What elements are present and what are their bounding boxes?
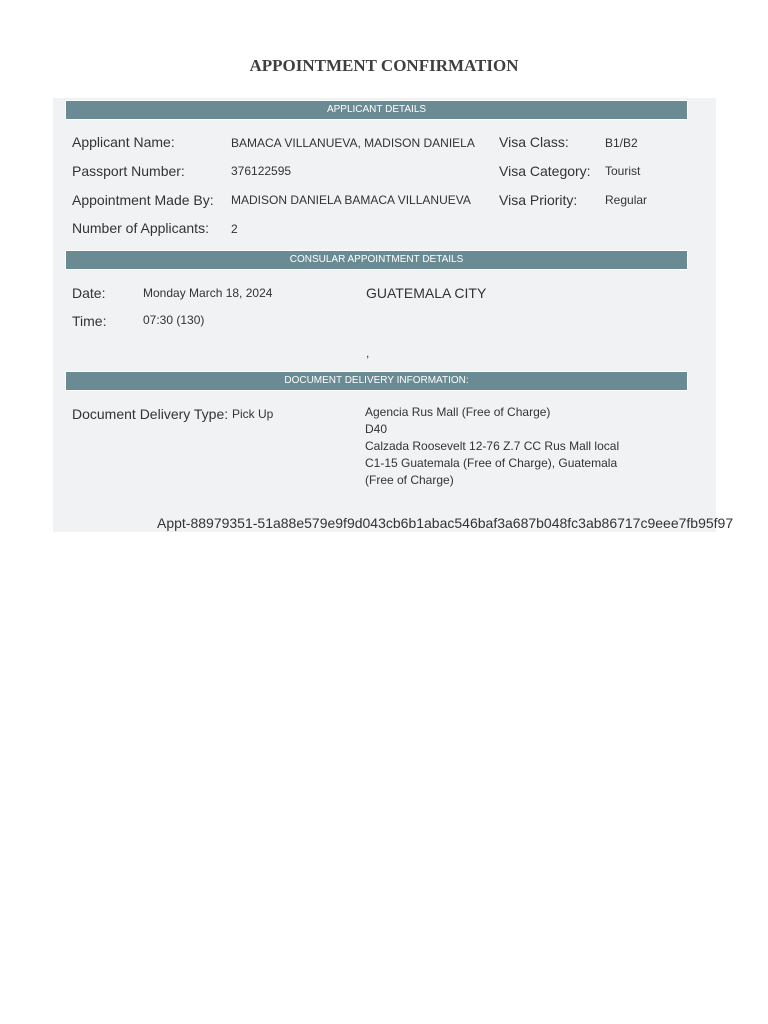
- page-title: APPOINTMENT CONFIRMATION: [249, 56, 519, 75]
- appointment-made-by-label: Appointment Made By:: [72, 192, 214, 208]
- visa-category-value: Tourist: [605, 164, 641, 178]
- appointment-reference: Appt-88979351-51a88e579e9f9d043cb6b1abac546baf3a687b048fc3ab86717c9eee7fb95f97: [157, 515, 734, 531]
- visa-class-value: B1/B2: [605, 136, 638, 150]
- delivery-address-line: Agencia Rus Mall (Free of Charge): [365, 405, 551, 419]
- number-of-applicants-label: Number of Applicants:: [72, 220, 209, 236]
- time-label: Time:: [72, 313, 107, 329]
- visa-category-label: Visa Category:: [499, 163, 591, 179]
- delivery-address-line: Calzada Roosevelt 12-76 Z.7 CC Rus Mall local C1-15 Guatemala (Free of Charge), Guatemala (Free of Charge): [365, 439, 620, 487]
- passport-number-label: Passport Number:: [72, 163, 185, 179]
- delivery-address-line: D40: [365, 422, 388, 436]
- appointment-made-by-value: MADISON DANIELA BAMACA VILLANUEVA: [231, 193, 471, 207]
- number-of-applicants-value: 2: [231, 222, 238, 236]
- visa-priority-label: Visa Priority:: [499, 192, 578, 208]
- document-delivery-header: DOCUMENT DELIVERY INFORMATION:: [65, 371, 688, 391]
- delivery-type-value: Pick Up: [232, 407, 274, 421]
- date-label: Date:: [72, 285, 106, 301]
- date-value: Monday March 18, 2024: [143, 286, 273, 300]
- passport-number-value: 376122595: [231, 164, 292, 178]
- applicant-name-value: BAMACA VILLANUEVA, MADISON DANIELA: [231, 136, 475, 150]
- location-comma: ,: [366, 346, 370, 360]
- consulate-location: GUATEMALA CITY: [366, 285, 487, 301]
- applicant-details-header: APPLICANT DETAILS: [65, 100, 688, 120]
- delivery-address: [365, 404, 640, 489]
- time-value: 07:30 (130): [143, 313, 205, 327]
- delivery-type-label: Document Delivery Type:: [72, 406, 229, 422]
- applicant-name-label: Applicant Name:: [72, 134, 175, 150]
- visa-class-label: Visa Class:: [499, 134, 569, 150]
- consular-details-header: CONSULAR APPOINTMENT DETAILS: [65, 250, 688, 270]
- visa-priority-value: Regular: [605, 193, 648, 207]
